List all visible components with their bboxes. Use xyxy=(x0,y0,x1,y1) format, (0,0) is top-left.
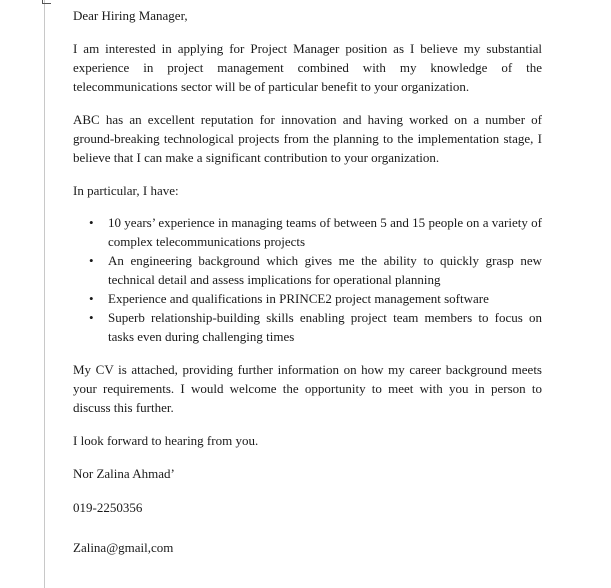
cover-letter xyxy=(73,6,542,557)
qualifications-list xyxy=(73,213,542,346)
signature-name: Nor Zalina Ahmad’ xyxy=(73,466,175,481)
signature-email: Zalina@gmail,com xyxy=(73,540,174,555)
signature-phone: 019-2250356 xyxy=(73,500,143,515)
list-intro: In particular, I have: xyxy=(73,183,179,198)
text-boundary-corner-mark xyxy=(42,0,51,4)
closing-line: I look forward to hearing from you. xyxy=(73,433,259,448)
list-item xyxy=(89,251,542,289)
list-item-text: Superb relationship-building skills enabling project team members to focus on tasks even during challenging times xyxy=(108,310,542,344)
list-item xyxy=(89,213,542,251)
bullet-icon: • xyxy=(89,253,94,268)
bullet-icon: • xyxy=(89,310,94,325)
list-item-text: 10 years’ experience in managing teams of between 5 and 15 people on a variety of complex telecommunications projects xyxy=(108,215,542,249)
paragraph-company: ABC has an excellent reputation for innovation and having worked on a number of ground-breaking technological projects from the planning to the implementation stage, I believe that I can make a significant contribution to your organization. xyxy=(73,112,542,165)
bullet-icon: • xyxy=(89,215,94,230)
list-item xyxy=(89,308,542,346)
page-margin-line xyxy=(44,0,45,588)
salutation: Dear Hiring Manager, xyxy=(73,8,188,23)
list-item-text: Experience and qualifications in PRINCE2 project management software xyxy=(108,291,489,306)
paragraph-interest: I am interested in applying for Project Manager position as I believe my substantial experience in project management combined with my knowledge of the telecommunications sector will be of particular benefit to your organization. xyxy=(73,41,542,94)
paragraph-cv: My CV is attached, providing further information on how my career background meets your requirements. I would welcome the opportunity to meet with you in person to discuss this further. xyxy=(73,362,542,415)
list-item-text: An engineering background which gives me the ability to quickly grasp new technical detail and assess implications for operational planning xyxy=(108,253,542,287)
bullet-icon: • xyxy=(89,291,94,306)
list-item xyxy=(89,289,542,308)
